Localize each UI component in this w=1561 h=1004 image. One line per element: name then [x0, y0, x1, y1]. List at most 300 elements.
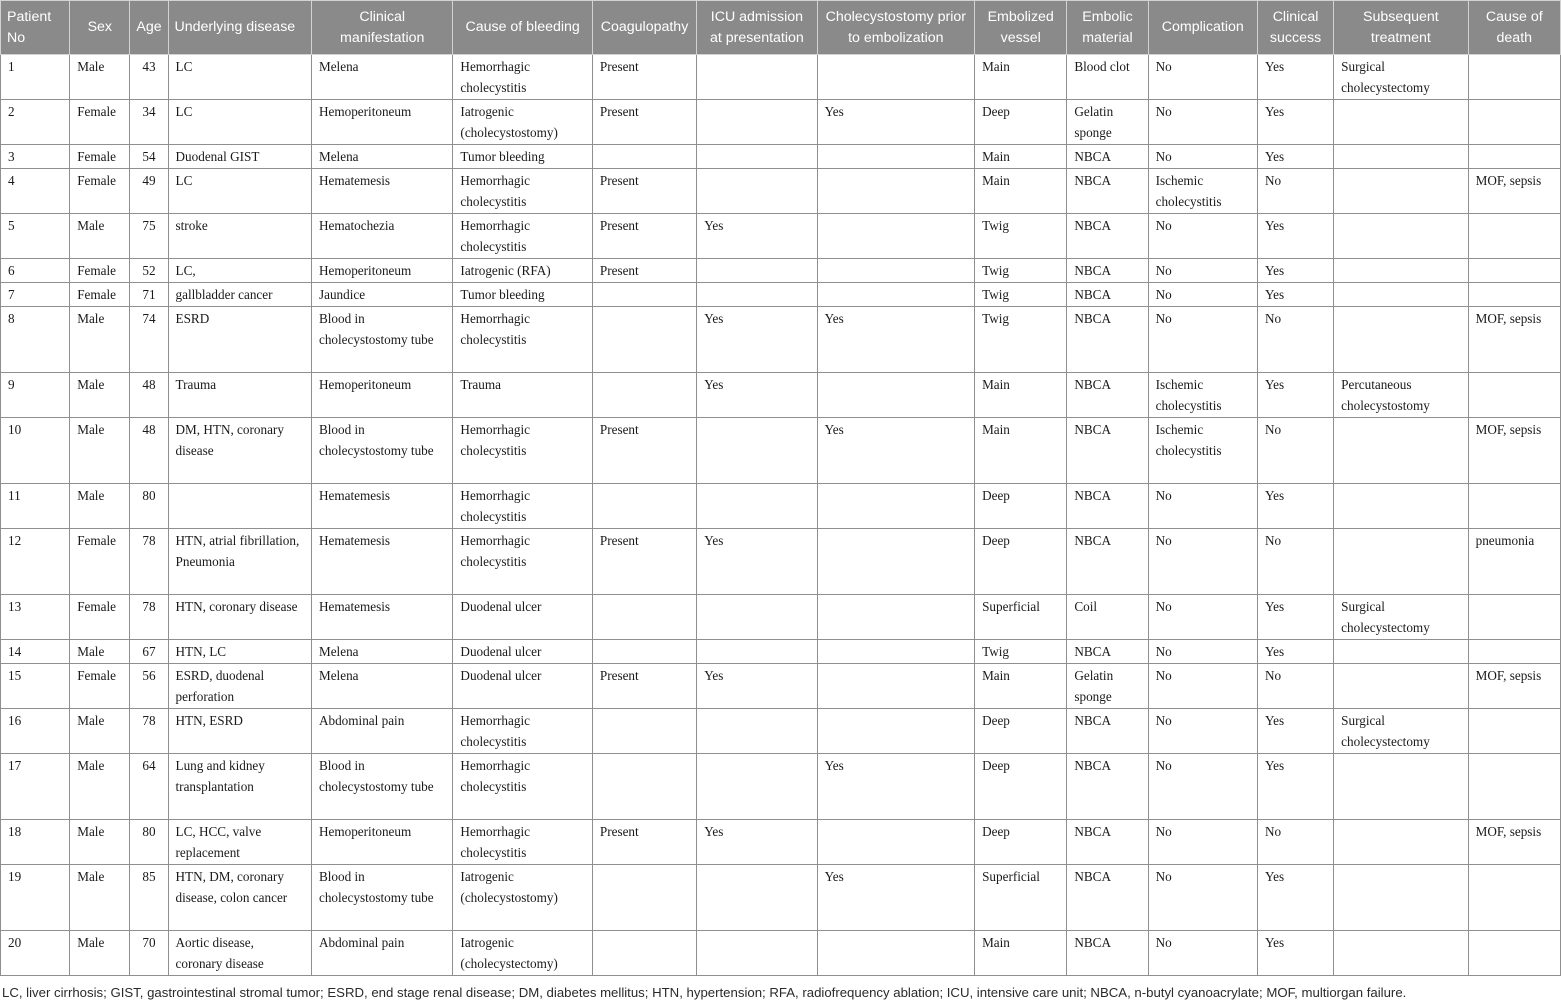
table-cell: No	[1148, 283, 1257, 307]
table-cell	[1468, 259, 1560, 283]
table-cell: Female	[70, 259, 130, 283]
column-header: Cause of bleeding	[453, 1, 592, 55]
table-cell: Main	[975, 931, 1067, 976]
table-cell	[817, 820, 975, 865]
table-cell: 54	[130, 145, 168, 169]
table-cell: Twig	[975, 640, 1067, 664]
table-cell: Yes	[1257, 754, 1333, 820]
table-cell: Yes	[1257, 145, 1333, 169]
table-cell: Female	[70, 595, 130, 640]
table-cell: Hemorrhagic cholecystitis	[453, 169, 592, 214]
table-cell: Yes	[1257, 214, 1333, 259]
table-cell: No	[1148, 307, 1257, 373]
table-row	[1, 373, 1561, 418]
table-cell: Present	[592, 664, 696, 709]
table-cell: Melena	[311, 145, 452, 169]
table-body	[1, 55, 1561, 976]
table-cell	[697, 595, 817, 640]
table-cell: Male	[70, 373, 130, 418]
table-cell: Main	[975, 373, 1067, 418]
table-cell: NBCA	[1067, 754, 1148, 820]
table-cell: Deep	[975, 529, 1067, 595]
table-cell: Male	[70, 484, 130, 529]
table-cell	[817, 931, 975, 976]
table-cell: Melena	[311, 664, 452, 709]
table-cell: Tumor bleeding	[453, 145, 592, 169]
table-cell: Abdominal pain	[311, 709, 452, 754]
table-cell: Yes	[697, 820, 817, 865]
table-cell: No	[1257, 418, 1333, 484]
table-cell	[1334, 418, 1468, 484]
table-cell: Duodenal ulcer	[453, 595, 592, 640]
table-cell: No	[1148, 640, 1257, 664]
table-cell: Melena	[311, 55, 452, 100]
table-cell: Main	[975, 169, 1067, 214]
table-cell: Male	[70, 709, 130, 754]
table-cell: 2	[1, 100, 70, 145]
table-cell: Superficial	[975, 595, 1067, 640]
table-cell	[817, 283, 975, 307]
column-header: Underlying disease	[168, 1, 311, 55]
table-cell: No	[1257, 529, 1333, 595]
table-cell	[1468, 145, 1560, 169]
table-cell: MOF, sepsis	[1468, 169, 1560, 214]
table-cell: 6	[1, 259, 70, 283]
table-row	[1, 484, 1561, 529]
table-cell: Yes	[697, 373, 817, 418]
table-cell: MOF, sepsis	[1468, 664, 1560, 709]
table-row	[1, 709, 1561, 754]
table-cell: 8	[1, 307, 70, 373]
table-cell: Yes	[1257, 931, 1333, 976]
table-cell: pneumonia	[1468, 529, 1560, 595]
table-cell: Hematemesis	[311, 169, 452, 214]
table-cell: Percutaneous cholecystostomy	[1334, 373, 1468, 418]
table-row	[1, 820, 1561, 865]
table-cell: Hemoperitoneum	[311, 100, 452, 145]
table-row	[1, 865, 1561, 931]
table-cell: 85	[130, 865, 168, 931]
table-cell: Hemorrhagic cholecystitis	[453, 529, 592, 595]
table-cell: Trauma	[168, 373, 311, 418]
table-cell	[697, 259, 817, 283]
table-cell	[1334, 100, 1468, 145]
table-cell: NBCA	[1067, 529, 1148, 595]
table-cell: ESRD, duodenal perforation	[168, 664, 311, 709]
table-cell	[1468, 709, 1560, 754]
table-cell: NBCA	[1067, 484, 1148, 529]
table-cell: No	[1148, 100, 1257, 145]
table-cell: 78	[130, 709, 168, 754]
table-cell	[1468, 100, 1560, 145]
table-cell: No	[1257, 169, 1333, 214]
table-cell: Yes	[697, 307, 817, 373]
table-cell: Male	[70, 931, 130, 976]
table-cell: Surgical cholecystectomy	[1334, 55, 1468, 100]
table-cell: No	[1148, 214, 1257, 259]
table-cell: No	[1257, 820, 1333, 865]
table-cell: 56	[130, 664, 168, 709]
table-cell: Male	[70, 754, 130, 820]
table-cell	[1468, 754, 1560, 820]
table-cell: Blood in cholecystostomy tube	[311, 418, 452, 484]
column-header: Age	[130, 1, 168, 55]
table-cell: Iatrogenic (cholecystostomy)	[453, 865, 592, 931]
table-cell: Duodenal ulcer	[453, 664, 592, 709]
table-cell: Yes	[817, 100, 975, 145]
table-cell	[1334, 754, 1468, 820]
table-cell: Surgical cholecystectomy	[1334, 709, 1468, 754]
table-cell: LC, HCC, valve replacement	[168, 820, 311, 865]
table-cell: 11	[1, 484, 70, 529]
table-cell: Twig	[975, 283, 1067, 307]
column-header: Sex	[70, 1, 130, 55]
table-cell	[697, 418, 817, 484]
table-cell: Jaundice	[311, 283, 452, 307]
table-cell: Hemorrhagic cholecystitis	[453, 214, 592, 259]
table-cell	[592, 709, 696, 754]
table-cell: Ischemic cholecystitis	[1148, 169, 1257, 214]
table-cell	[817, 55, 975, 100]
table-cell: Abdominal pain	[311, 931, 452, 976]
table-cell: Yes	[1257, 640, 1333, 664]
table-cell: Duodenal ulcer	[453, 640, 592, 664]
table-row	[1, 529, 1561, 595]
table-cell: 1	[1, 55, 70, 100]
table-cell: Coil	[1067, 595, 1148, 640]
table-cell: 17	[1, 754, 70, 820]
table-cell: 71	[130, 283, 168, 307]
table-cell: NBCA	[1067, 259, 1148, 283]
table-cell: Hematochezia	[311, 214, 452, 259]
table-cell: Present	[592, 169, 696, 214]
table-cell	[1334, 259, 1468, 283]
table-cell	[817, 529, 975, 595]
table-cell: Deep	[975, 484, 1067, 529]
table-cell	[817, 373, 975, 418]
table-row	[1, 214, 1561, 259]
table-cell: 20	[1, 931, 70, 976]
table-cell: No	[1257, 664, 1333, 709]
table-cell: Lung and kidney transplantation	[168, 754, 311, 820]
table-cell: Hematemesis	[311, 595, 452, 640]
table-row	[1, 283, 1561, 307]
table-cell: Hematemesis	[311, 529, 452, 595]
table-cell: No	[1257, 307, 1333, 373]
table-cell: Hemorrhagic cholecystitis	[453, 484, 592, 529]
table-cell	[1334, 169, 1468, 214]
table-cell: 49	[130, 169, 168, 214]
table-cell: 74	[130, 307, 168, 373]
table-cell: Deep	[975, 100, 1067, 145]
table-cell	[592, 931, 696, 976]
table-cell: Hemorrhagic cholecystitis	[453, 418, 592, 484]
table-cell: Yes	[1257, 55, 1333, 100]
column-header: Clinical success	[1257, 1, 1333, 55]
table-row	[1, 754, 1561, 820]
table-cell	[592, 640, 696, 664]
table-cell: Melena	[311, 640, 452, 664]
table-cell	[1334, 931, 1468, 976]
table-cell: Twig	[975, 259, 1067, 283]
table-cell	[1468, 214, 1560, 259]
table-cell: Yes	[697, 529, 817, 595]
table-cell: 80	[130, 484, 168, 529]
table-cell: No	[1148, 865, 1257, 931]
table-cell	[697, 640, 817, 664]
table-cell: NBCA	[1067, 283, 1148, 307]
table-cell: No	[1148, 529, 1257, 595]
table-header	[1, 1, 1561, 55]
table-cell: No	[1148, 664, 1257, 709]
table-cell: LC	[168, 169, 311, 214]
table-cell	[817, 709, 975, 754]
table-cell	[1334, 640, 1468, 664]
table-cell: Deep	[975, 820, 1067, 865]
table-cell	[697, 145, 817, 169]
table-cell: Iatrogenic (RFA)	[453, 259, 592, 283]
table-cell	[1334, 484, 1468, 529]
table-cell: Yes	[1257, 709, 1333, 754]
table-row	[1, 595, 1561, 640]
table-cell: 18	[1, 820, 70, 865]
table-cell: Main	[975, 55, 1067, 100]
table-cell	[1334, 664, 1468, 709]
table-cell: No	[1148, 595, 1257, 640]
table-cell: Main	[975, 664, 1067, 709]
table-cell	[592, 145, 696, 169]
table-cell: 34	[130, 100, 168, 145]
table-row	[1, 169, 1561, 214]
table-cell: Blood in cholecystostomy tube	[311, 754, 452, 820]
table-cell: No	[1148, 709, 1257, 754]
table-cell: NBCA	[1067, 145, 1148, 169]
table-cell: Male	[70, 214, 130, 259]
table-cell	[1468, 931, 1560, 976]
table-row	[1, 100, 1561, 145]
table-cell	[1334, 529, 1468, 595]
table-cell: Yes	[1257, 373, 1333, 418]
table-cell	[1334, 865, 1468, 931]
table-cell: Male	[70, 307, 130, 373]
table-cell: 19	[1, 865, 70, 931]
column-header: Embolized vessel	[975, 1, 1067, 55]
table-cell	[817, 259, 975, 283]
table-cell: Yes	[817, 307, 975, 373]
table-cell: 7	[1, 283, 70, 307]
table-cell: NBCA	[1067, 865, 1148, 931]
table-cell	[1334, 820, 1468, 865]
table-cell: Hemorrhagic cholecystitis	[453, 709, 592, 754]
table-cell: 43	[130, 55, 168, 100]
table-cell: Main	[975, 418, 1067, 484]
table-cell: Tumor bleeding	[453, 283, 592, 307]
column-header: Subsequent treatment	[1334, 1, 1468, 55]
table-cell: DM, HTN, coronary disease	[168, 418, 311, 484]
table-cell: Present	[592, 214, 696, 259]
table-row	[1, 145, 1561, 169]
table-cell: Deep	[975, 709, 1067, 754]
table-cell	[592, 595, 696, 640]
table-cell: Male	[70, 418, 130, 484]
table-cell	[592, 307, 696, 373]
table-row	[1, 931, 1561, 976]
table-cell: 5	[1, 214, 70, 259]
table-cell: Hemoperitoneum	[311, 259, 452, 283]
table-cell	[817, 214, 975, 259]
table-cell: 64	[130, 754, 168, 820]
table-cell: Hematemesis	[311, 484, 452, 529]
table-cell: Blood in cholecystostomy tube	[311, 307, 452, 373]
table-cell	[1334, 214, 1468, 259]
table-cell: 14	[1, 640, 70, 664]
table-cell: Trauma	[453, 373, 592, 418]
table-cell: Yes	[817, 865, 975, 931]
table-cell: Male	[70, 640, 130, 664]
column-header: Clinical manifestation	[311, 1, 452, 55]
table-cell: Female	[70, 664, 130, 709]
column-header: Complication	[1148, 1, 1257, 55]
table-cell: 13	[1, 595, 70, 640]
column-header: Cause of death	[1468, 1, 1560, 55]
table-cell: Present	[592, 259, 696, 283]
table-cell: NBCA	[1067, 820, 1148, 865]
table-cell: NBCA	[1067, 640, 1148, 664]
table-cell: Gelatin sponge	[1067, 664, 1148, 709]
table-cell: Present	[592, 418, 696, 484]
table-cell: Present	[592, 55, 696, 100]
table-cell: Duodenal GIST	[168, 145, 311, 169]
table-cell	[697, 55, 817, 100]
table-cell	[697, 484, 817, 529]
column-header: Cholecystostomy prior to embolization	[817, 1, 975, 55]
table-cell: No	[1148, 754, 1257, 820]
table-cell: 52	[130, 259, 168, 283]
table-cell: 4	[1, 169, 70, 214]
table-cell: 48	[130, 418, 168, 484]
table-cell: Iatrogenic (cholecystectomy)	[453, 931, 592, 976]
table-cell: MOF, sepsis	[1468, 820, 1560, 865]
table-cell: NBCA	[1067, 931, 1148, 976]
table-cell: Yes	[697, 214, 817, 259]
header-row	[1, 1, 1561, 55]
table-cell	[1334, 145, 1468, 169]
table-cell	[592, 373, 696, 418]
table-cell	[1468, 595, 1560, 640]
table-cell: 48	[130, 373, 168, 418]
table-cell: Ischemic cholecystitis	[1148, 373, 1257, 418]
table-cell: Blood clot	[1067, 55, 1148, 100]
table-cell: 78	[130, 595, 168, 640]
table-cell: 70	[130, 931, 168, 976]
table-cell	[592, 283, 696, 307]
table-cell: Yes	[817, 418, 975, 484]
table-cell	[697, 754, 817, 820]
table-cell: Yes	[1257, 283, 1333, 307]
table-cell: MOF, sepsis	[1468, 418, 1560, 484]
table-cell: 75	[130, 214, 168, 259]
table-cell	[697, 283, 817, 307]
table-cell	[592, 754, 696, 820]
table-cell: Hemoperitoneum	[311, 373, 452, 418]
table-footnote: LC, liver cirrhosis; GIST, gastrointestinal stromal tumor; ESRD, end stage renal disease; DM, diabetes mellitus; HTN, hypertension; RFA, radiofrequency ablation; ICU, intensive care unit; NBCA, n-butyl cyanoacrylate; MOF, multiorgan failure.	[2, 985, 1407, 1000]
table-cell: Yes	[697, 664, 817, 709]
table-cell: Female	[70, 100, 130, 145]
table-cell: Female	[70, 283, 130, 307]
table-cell: HTN, atrial fibrillation, Pneumonia	[168, 529, 311, 595]
table-cell: 3	[1, 145, 70, 169]
table-cell: gallbladder cancer	[168, 283, 311, 307]
table-cell: No	[1148, 484, 1257, 529]
table-cell: Yes	[817, 754, 975, 820]
table-cell: stroke	[168, 214, 311, 259]
table-cell: 78	[130, 529, 168, 595]
table-cell: 67	[130, 640, 168, 664]
table-cell: Female	[70, 169, 130, 214]
table-cell: Male	[70, 55, 130, 100]
table-cell: Superficial	[975, 865, 1067, 931]
table-cell	[592, 484, 696, 529]
table-cell: 9	[1, 373, 70, 418]
table-cell: 12	[1, 529, 70, 595]
table-cell: Deep	[975, 754, 1067, 820]
table-cell: Male	[70, 865, 130, 931]
table-cell: NBCA	[1067, 307, 1148, 373]
table-cell: NBCA	[1067, 214, 1148, 259]
table-cell: No	[1148, 145, 1257, 169]
table-cell: HTN, LC	[168, 640, 311, 664]
table-cell	[1468, 484, 1560, 529]
table-cell: Ischemic cholecystitis	[1148, 418, 1257, 484]
table-cell: 15	[1, 664, 70, 709]
table-cell: Blood in cholecystostomy tube	[311, 865, 452, 931]
table-cell	[697, 169, 817, 214]
table-cell	[592, 865, 696, 931]
table-cell	[168, 484, 311, 529]
table-cell: Male	[70, 820, 130, 865]
table-cell: Hemorrhagic cholecystitis	[453, 55, 592, 100]
table-cell: Gelatin sponge	[1067, 100, 1148, 145]
column-header: Coagulopathy	[592, 1, 696, 55]
table-cell: Hemorrhagic cholecystitis	[453, 820, 592, 865]
table-cell: Yes	[1257, 259, 1333, 283]
table-cell: Hemorrhagic cholecystitis	[453, 754, 592, 820]
table-cell	[817, 640, 975, 664]
table-cell: 80	[130, 820, 168, 865]
table-cell: Present	[592, 100, 696, 145]
table-cell: HTN, DM, coronary disease, colon cancer	[168, 865, 311, 931]
table-row	[1, 418, 1561, 484]
table-cell	[697, 709, 817, 754]
table-cell: LC,	[168, 259, 311, 283]
table-cell: Female	[70, 529, 130, 595]
table-cell	[817, 145, 975, 169]
table-cell	[697, 100, 817, 145]
table-cell: No	[1148, 820, 1257, 865]
table-cell: Present	[592, 529, 696, 595]
table-cell	[697, 931, 817, 976]
table-cell: HTN, ESRD	[168, 709, 311, 754]
table-cell	[697, 865, 817, 931]
table-cell: Aortic disease, coronary disease	[168, 931, 311, 976]
table-cell: Twig	[975, 214, 1067, 259]
table-cell: NBCA	[1067, 709, 1148, 754]
table-cell	[817, 664, 975, 709]
table-cell: Present	[592, 820, 696, 865]
table-row	[1, 259, 1561, 283]
table-cell: Iatrogenic (cholecystostomy)	[453, 100, 592, 145]
table-row	[1, 55, 1561, 100]
